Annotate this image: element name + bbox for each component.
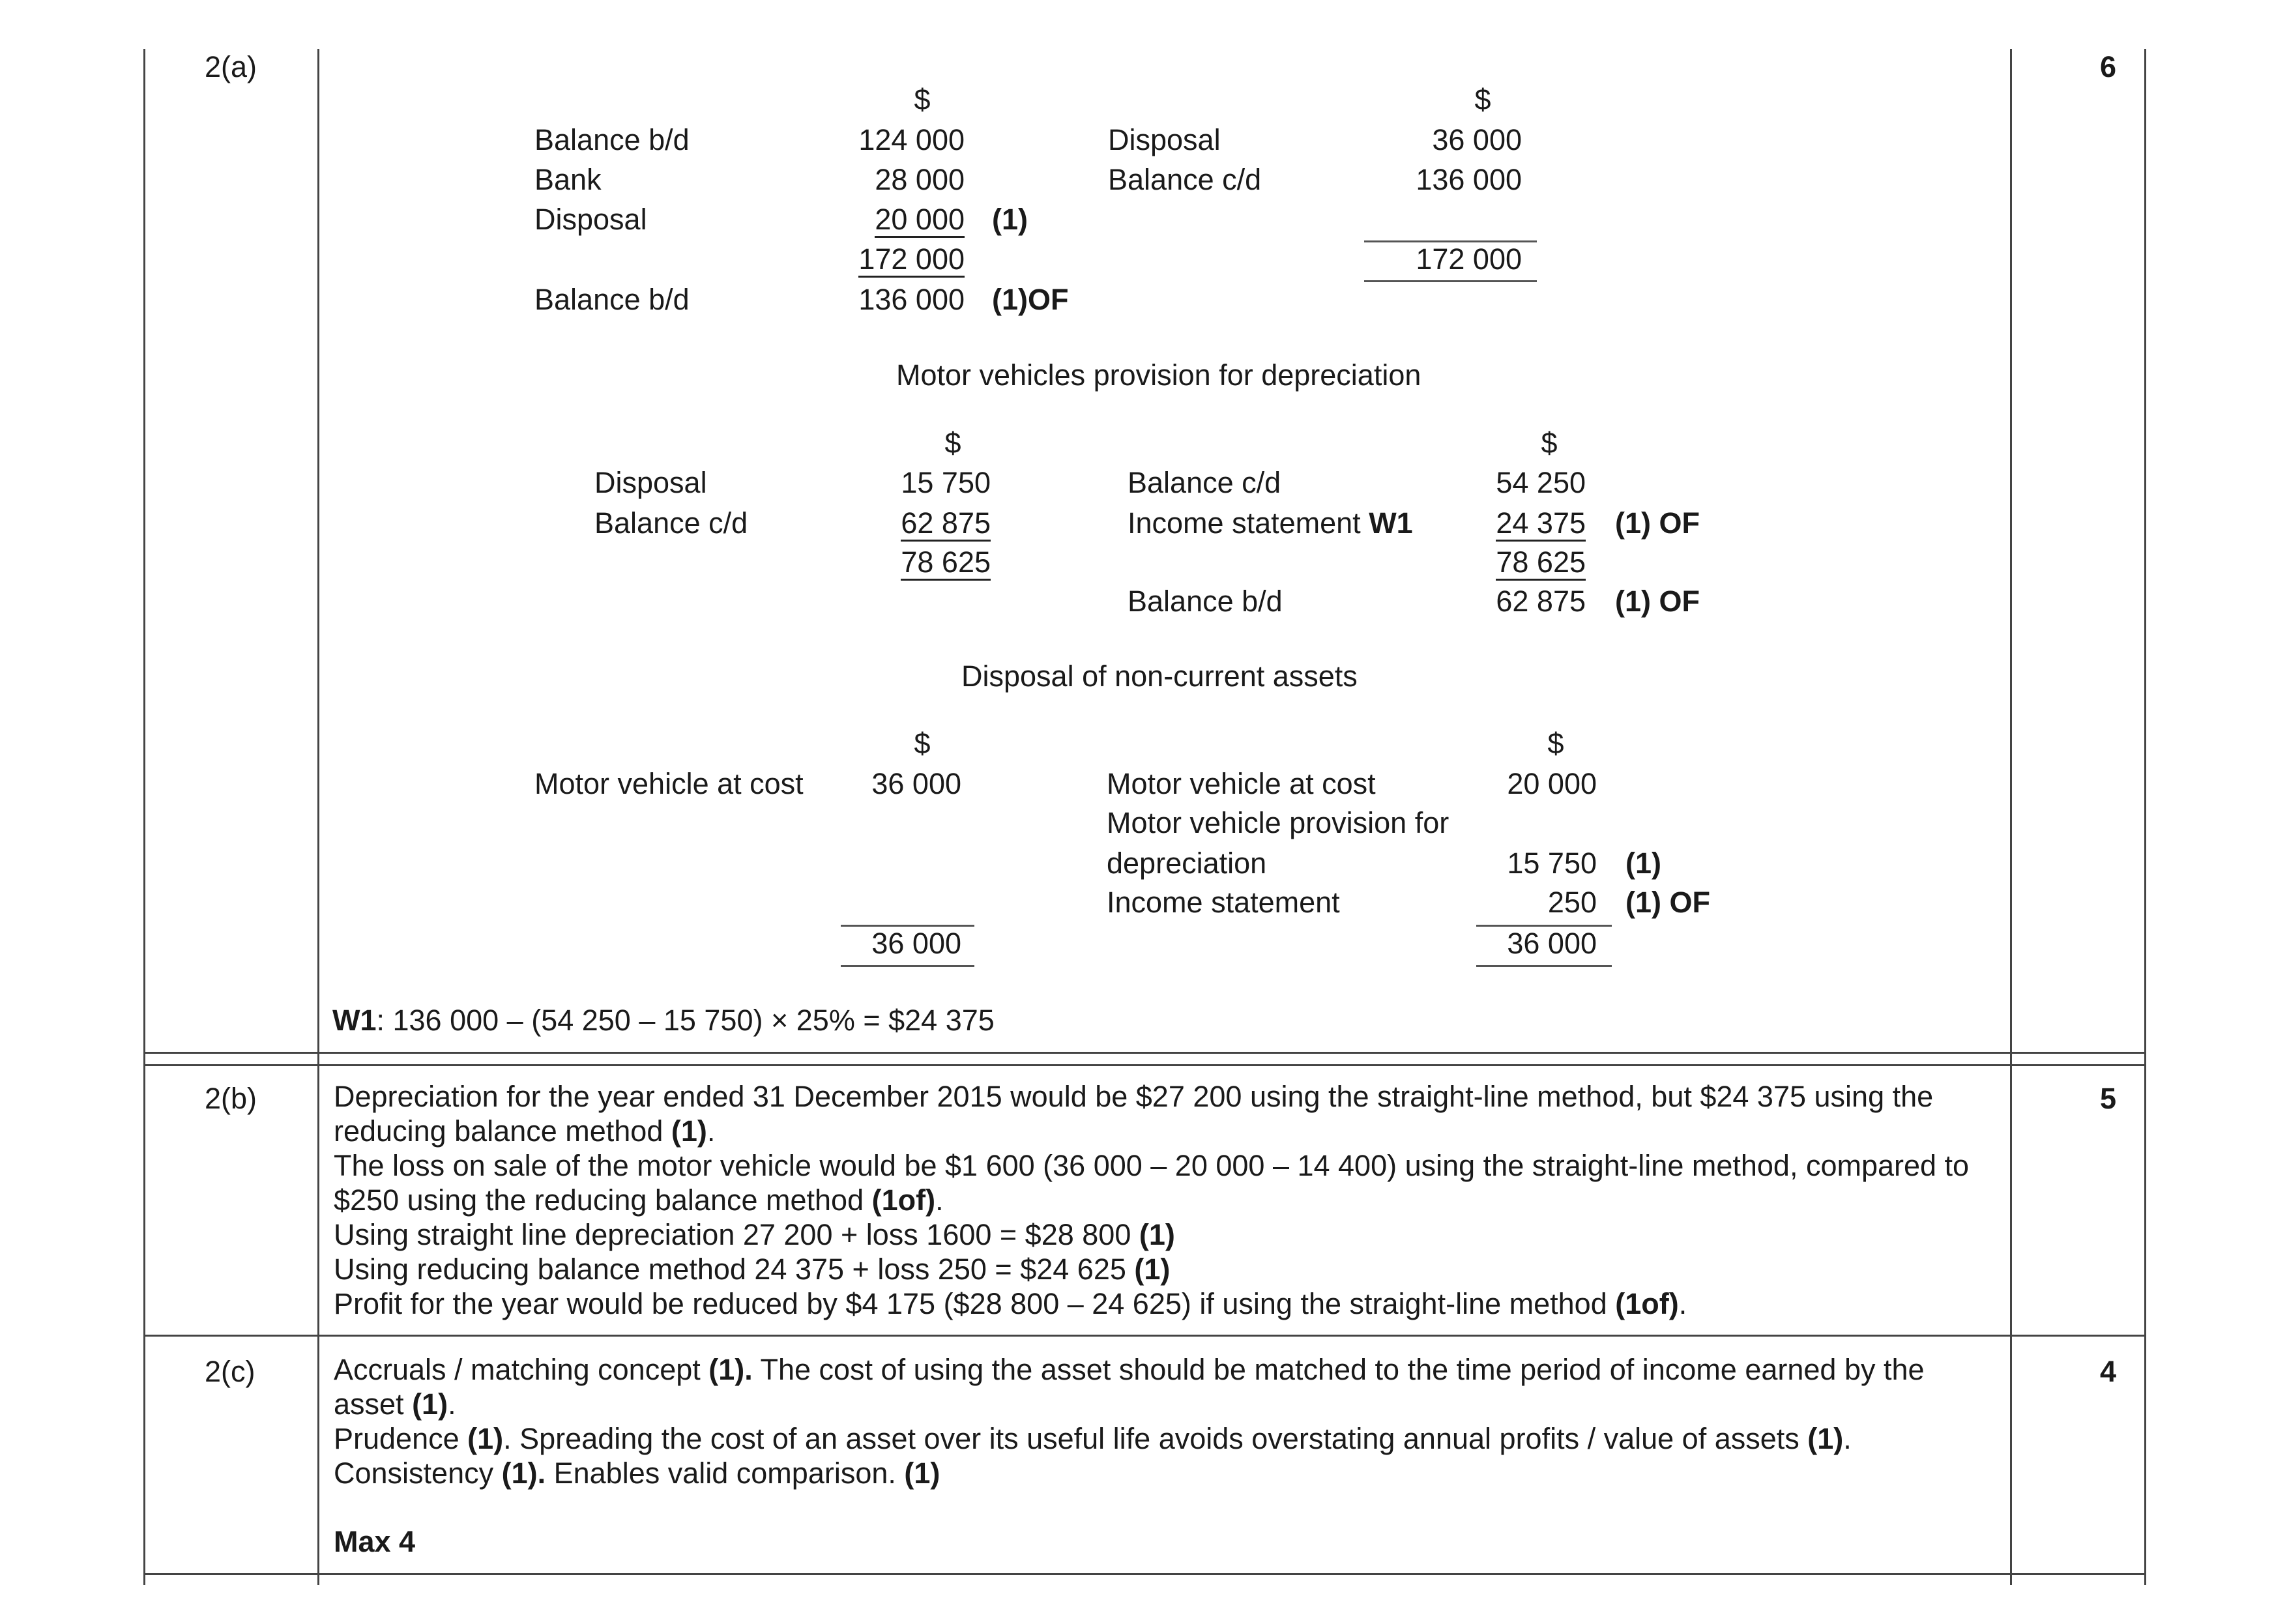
table-column-divider [2010, 49, 2012, 1585]
currency-header: $ [914, 83, 931, 116]
ledger-amount: 15 750 [1507, 847, 1597, 880]
ledger-label: Bank [534, 163, 602, 196]
ledger-label: Motor vehicle provision for [1107, 806, 1449, 839]
ledger-amount: 36 000 [1432, 123, 1522, 156]
working-reference: W1 [1369, 506, 1413, 540]
answer-text [334, 1079, 2002, 1321]
total-rule [841, 965, 974, 967]
question-label: 2(c) [205, 1355, 255, 1388]
ledger-amount: 136 000 [1416, 163, 1522, 196]
ledger-label: Balance b/d [534, 283, 690, 316]
answer-line: Accruals / matching concept (1). The cost of using the asset should be matched to the time period of income earned by the asset (1). [334, 1353, 1925, 1421]
mark-annotation: (1) OF [1625, 886, 1710, 919]
working-note [332, 1006, 995, 1035]
row-divider [143, 1335, 2146, 1337]
mark-annotation: (1). [501, 1457, 546, 1490]
ledger-label: Motor vehicle at cost [1107, 767, 1376, 800]
ledger-total [834, 244, 965, 274]
mark-annotation: (1of) [871, 1183, 936, 1217]
currency-header: $ [944, 426, 961, 459]
ledger-label: Disposal [1108, 123, 1221, 156]
answer-line: Consistency (1). Enables valid comparison. (1) [334, 1457, 940, 1490]
mark-annotation: (1) OF [1615, 585, 1700, 618]
mark-annotation: (1of) [1615, 1287, 1679, 1320]
ledger-label: Disposal [534, 203, 647, 236]
underlined-amount: 24 375 [1496, 506, 1586, 542]
marks-value: 5 [2100, 1082, 2117, 1115]
ledger-amount: 136 000 [858, 283, 965, 316]
ledger-amount: 20 000 [1507, 767, 1597, 800]
ledger-label [1128, 508, 1413, 538]
mark-annotation: (1) [1134, 1253, 1171, 1286]
ledger-amount [860, 508, 991, 538]
mark-annotation: (1) [1625, 847, 1661, 880]
mark-annotation: (1) [992, 203, 1028, 236]
ledger-label: Balance b/d [534, 123, 690, 156]
ledger-label: Income statement [1107, 886, 1340, 919]
account-title: Motor vehicles provision for depreciation [896, 358, 1421, 392]
mark-annotation: (1) [412, 1387, 448, 1421]
answer-line: The loss on sale of the motor vehicle would be $1 600 (36 000 – 20 000 – 14 400) using the straight-line method, compared to $250 using the reducing balance method (1of). [334, 1149, 1970, 1217]
ledger-label: Balance b/d [1128, 585, 1283, 618]
total-rule [1476, 965, 1612, 967]
mark-annotation: (1) [467, 1422, 504, 1455]
question-label: 2(b) [205, 1082, 257, 1115]
ledger-total: 36 000 [1507, 927, 1597, 960]
ledger-amount: 15 750 [901, 466, 991, 499]
underlined-total: 78 625 [1496, 545, 1586, 581]
ledger-amount: 250 [1547, 886, 1597, 919]
ledger-total [860, 547, 991, 577]
mark-annotation: (1) [671, 1114, 707, 1148]
answer-line: Depreciation for the year ended 31 December 2015 would be $27 200 using the straight-line method, but $24 375 using the reducing balance method (1). [334, 1080, 1934, 1148]
ledger-total [1455, 547, 1586, 577]
underlined-total: 172 000 [858, 242, 965, 278]
mark-annotation: (1)OF [992, 283, 1069, 316]
ledger-amount [834, 205, 965, 234]
working-text: : 136 000 – (54 250 – 15 750) × 25% = $24 375 [376, 1004, 995, 1037]
ledger-label: depreciation [1107, 847, 1267, 880]
ledger-label: Balance c/d [1108, 163, 1262, 196]
answer-line: Using reducing balance method 24 375 + loss 250 = $24 625 (1) [334, 1253, 1171, 1286]
ledger-label: Motor vehicle at cost [534, 767, 804, 800]
ledger-label: Disposal [594, 466, 707, 499]
answer-line: Profit for the year would be reduced by $4 175 ($28 800 – 24 625) if using the straight-line method (1of). [334, 1287, 1687, 1320]
table-border-left [143, 49, 145, 1585]
mark-annotation: (1) [1807, 1422, 1844, 1455]
row-divider [143, 1052, 2146, 1054]
underlined-total: 78 625 [901, 545, 991, 581]
mark-annotation: (1). [708, 1353, 753, 1386]
ledger-amount: 124 000 [858, 123, 965, 156]
account-title: Disposal of non-current assets [961, 660, 1358, 693]
table-column-divider [317, 49, 319, 1585]
table-border-bottom [143, 1573, 2146, 1575]
underlined-amount: 20 000 [875, 203, 965, 238]
table-border-right [2144, 49, 2146, 1585]
answer-line: Using straight line depreciation 27 200 + loss 1600 = $28 800 (1) [334, 1218, 1175, 1251]
answer-text [334, 1352, 2002, 1490]
ledger-amount: 62 875 [1496, 585, 1586, 618]
currency-header: $ [1541, 426, 1558, 459]
underlined-amount: 62 875 [901, 506, 991, 542]
max-marks-note: Max 4 [334, 1525, 416, 1558]
marks-value: 6 [2100, 50, 2117, 83]
ledger-amount [1455, 508, 1586, 538]
currency-header: $ [914, 727, 931, 760]
ledger-total: 36 000 [871, 927, 961, 960]
mark-annotation: (1) [1139, 1218, 1175, 1251]
label-text: Income statement [1128, 506, 1369, 540]
working-reference: W1 [332, 1004, 377, 1037]
ledger-label: Balance c/d [1128, 466, 1281, 499]
total-rule [1364, 280, 1537, 282]
ledger-total: 172 000 [1416, 242, 1522, 276]
marks-value: 4 [2100, 1355, 2117, 1388]
ledger-amount: 54 250 [1496, 466, 1586, 499]
ledger-label: Balance c/d [594, 506, 748, 540]
mark-annotation: (1) OF [1615, 506, 1700, 540]
row-divider [143, 1064, 2146, 1066]
ledger-amount: 36 000 [871, 767, 961, 800]
mark-annotation: (1) [904, 1457, 940, 1490]
currency-header: $ [1547, 727, 1564, 760]
currency-header: $ [1474, 83, 1491, 116]
answer-line: Prudence (1). Spreading the cost of an asset over its useful life avoids overstating annual profits / value of assets (1). [334, 1422, 1852, 1455]
ledger-amount: 28 000 [875, 163, 965, 196]
question-label: 2(a) [205, 50, 257, 83]
